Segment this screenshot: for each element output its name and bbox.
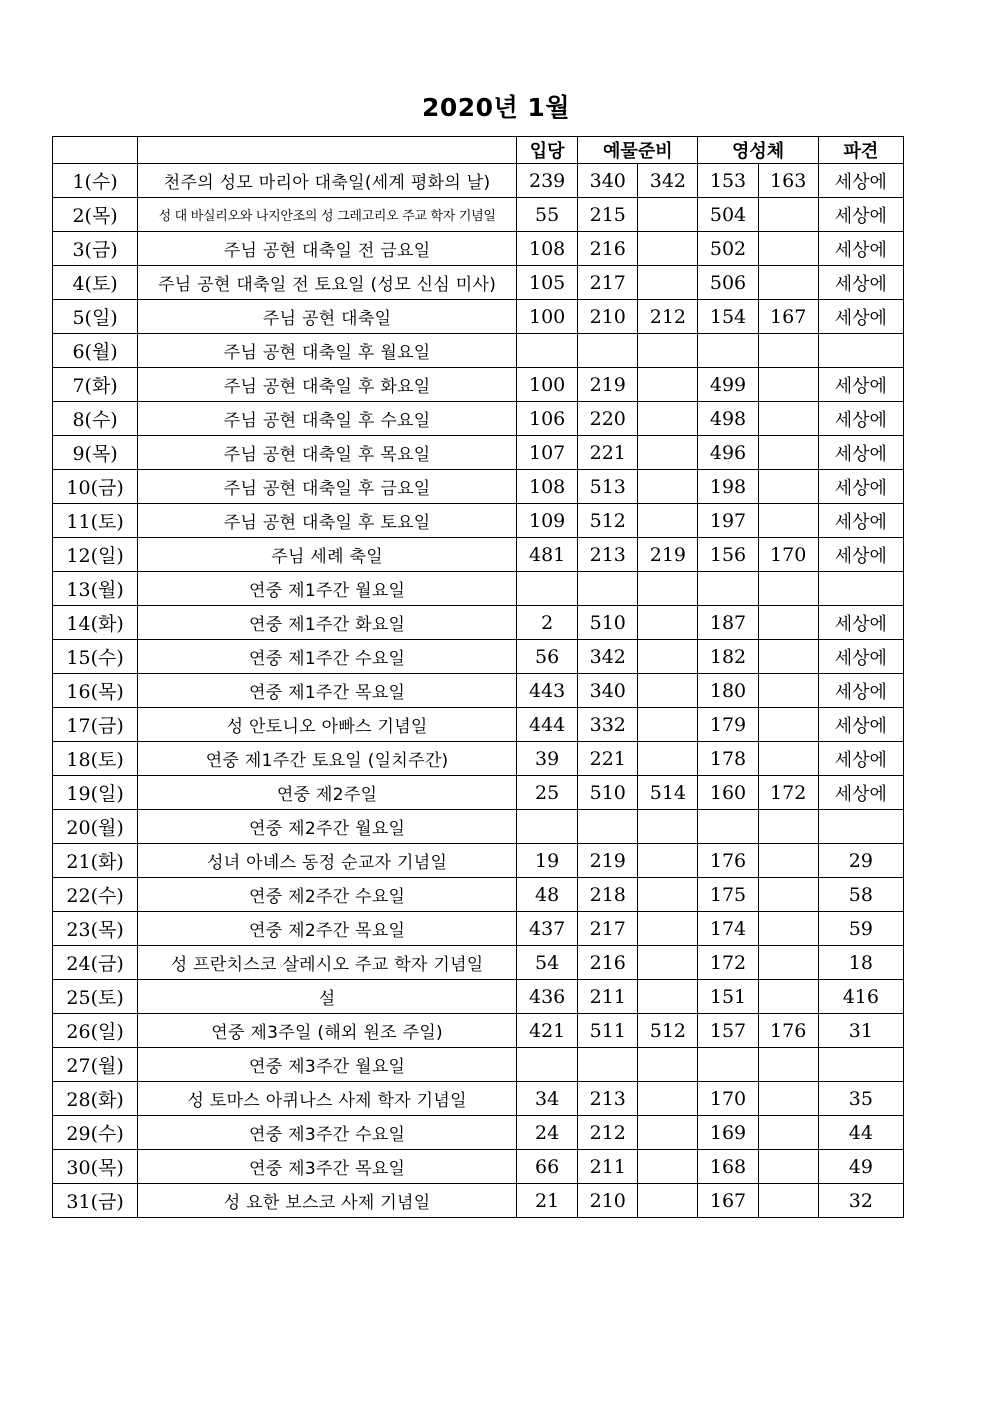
date-cell: 21(화)	[53, 844, 138, 878]
date-cell: 22(수)	[53, 878, 138, 912]
offertory-hymn-alt-cell	[638, 1150, 698, 1184]
offertory-hymn-cell: 221	[578, 436, 638, 470]
offertory-hymn-cell: 513	[578, 470, 638, 504]
sending-hymn-cell: 58	[818, 878, 903, 912]
offertory-hymn-cell: 510	[578, 606, 638, 640]
header-entrance: 입당	[517, 137, 578, 164]
date-cell: 27(월)	[53, 1048, 138, 1082]
offertory-hymn-alt-cell	[638, 1082, 698, 1116]
feast-cell: 주님 공현 대축일 전 금요일	[138, 232, 517, 266]
communion-hymn-cell: 172	[698, 946, 758, 980]
sending-hymn-cell: 세상에	[818, 742, 903, 776]
date-cell: 11(토)	[53, 504, 138, 538]
communion-hymn-cell: 170	[698, 1082, 758, 1116]
communion-hymn-cell: 197	[698, 504, 758, 538]
communion-hymn-cell: 174	[698, 912, 758, 946]
feast-cell: 연중 제2주간 수요일	[138, 878, 517, 912]
header-communion: 영성체	[698, 137, 818, 164]
date-cell: 3(금)	[53, 232, 138, 266]
table-row	[53, 1082, 904, 1116]
entrance-hymn-cell: 436	[517, 980, 578, 1014]
feast-cell: 주님 공현 대축일 후 월요일	[138, 334, 517, 368]
date-cell: 1(수)	[53, 164, 138, 198]
communion-hymn-cell: 198	[698, 470, 758, 504]
offertory-hymn-alt-cell	[638, 198, 698, 232]
feast-cell: 성 프란치스코 살레시오 주교 학자 기념일	[138, 946, 517, 980]
entrance-hymn-cell: 444	[517, 708, 578, 742]
offertory-hymn-cell: 217	[578, 912, 638, 946]
communion-hymn-cell: 178	[698, 742, 758, 776]
communion-hymn-cell: 154	[698, 300, 758, 334]
sending-hymn-cell: 31	[818, 1014, 903, 1048]
table-row	[53, 606, 904, 640]
communion-hymn-alt-cell	[758, 708, 818, 742]
communion-hymn-alt-cell	[758, 980, 818, 1014]
feast-cell: 천주의 성모 마리아 대축일(세계 평화의 날)	[138, 164, 517, 198]
entrance-hymn-cell: 106	[517, 402, 578, 436]
sending-hymn-cell: 세상에	[818, 198, 903, 232]
date-cell: 24(금)	[53, 946, 138, 980]
offertory-hymn-alt-cell	[638, 640, 698, 674]
sending-hymn-cell: 세상에	[818, 504, 903, 538]
communion-hymn-alt-cell	[758, 1116, 818, 1150]
entrance-hymn-cell: 105	[517, 266, 578, 300]
communion-hymn-cell: 168	[698, 1150, 758, 1184]
table-row	[53, 368, 904, 402]
offertory-hymn-cell: 219	[578, 368, 638, 402]
date-cell: 31(금)	[53, 1184, 138, 1218]
offertory-hymn-cell: 215	[578, 198, 638, 232]
entrance-hymn-cell: 24	[517, 1116, 578, 1150]
feast-cell: 연중 제2주간 목요일	[138, 912, 517, 946]
header-row	[53, 137, 904, 164]
offertory-hymn-cell	[578, 1048, 638, 1082]
communion-hymn-alt-cell: 167	[758, 300, 818, 334]
offertory-hymn-alt-cell	[638, 504, 698, 538]
table-row	[53, 1184, 904, 1218]
table-row	[53, 844, 904, 878]
communion-hymn-cell: 182	[698, 640, 758, 674]
offertory-hymn-cell: 210	[578, 300, 638, 334]
table-row	[53, 504, 904, 538]
sending-hymn-cell: 49	[818, 1150, 903, 1184]
communion-hymn-cell: 151	[698, 980, 758, 1014]
sending-hymn-cell: 세상에	[818, 232, 903, 266]
date-cell: 7(화)	[53, 368, 138, 402]
feast-cell: 성 안토니오 아빠스 기념일	[138, 708, 517, 742]
entrance-hymn-cell	[517, 810, 578, 844]
communion-hymn-alt-cell	[758, 844, 818, 878]
entrance-hymn-cell: 21	[517, 1184, 578, 1218]
sending-hymn-cell: 29	[818, 844, 903, 878]
communion-hymn-alt-cell: 172	[758, 776, 818, 810]
feast-cell: 주님 세례 축일	[138, 538, 517, 572]
feast-cell: 성 토마스 아퀴나스 사제 학자 기념일	[138, 1082, 517, 1116]
date-cell: 25(토)	[53, 980, 138, 1014]
feast-cell: 연중 제3주간 목요일	[138, 1150, 517, 1184]
offertory-hymn-alt-cell	[638, 674, 698, 708]
table-row	[53, 878, 904, 912]
offertory-hymn-alt-cell	[638, 810, 698, 844]
date-cell: 9(목)	[53, 436, 138, 470]
offertory-hymn-alt-cell	[638, 368, 698, 402]
feast-cell: 연중 제2주일	[138, 776, 517, 810]
offertory-hymn-cell: 216	[578, 232, 638, 266]
table-row	[53, 164, 904, 198]
communion-hymn-cell: 176	[698, 844, 758, 878]
table-row	[53, 776, 904, 810]
date-cell: 5(일)	[53, 300, 138, 334]
date-cell: 18(토)	[53, 742, 138, 776]
offertory-hymn-alt-cell	[638, 980, 698, 1014]
communion-hymn-cell: 175	[698, 878, 758, 912]
offertory-hymn-alt-cell	[638, 708, 698, 742]
entrance-hymn-cell: 55	[517, 198, 578, 232]
offertory-hymn-alt-cell: 219	[638, 538, 698, 572]
offertory-hymn-cell: 511	[578, 1014, 638, 1048]
table-row	[53, 300, 904, 334]
date-cell: 6(월)	[53, 334, 138, 368]
feast-cell: 성 대 바실리오와 나지안조의 성 그레고리오 주교 학자 기념일	[138, 198, 517, 232]
communion-hymn-alt-cell: 170	[758, 538, 818, 572]
table-row	[53, 470, 904, 504]
offertory-hymn-alt-cell	[638, 742, 698, 776]
communion-hymn-alt-cell	[758, 334, 818, 368]
offertory-hymn-alt-cell	[638, 402, 698, 436]
sending-hymn-cell: 세상에	[818, 708, 903, 742]
table-row	[53, 1116, 904, 1150]
entrance-hymn-cell: 108	[517, 470, 578, 504]
entrance-hymn-cell: 25	[517, 776, 578, 810]
sending-hymn-cell	[818, 1048, 903, 1082]
feast-cell: 연중 제1주간 수요일	[138, 640, 517, 674]
feast-cell: 연중 제1주간 토요일 (일치주간)	[138, 742, 517, 776]
communion-hymn-cell: 187	[698, 606, 758, 640]
feast-cell: 연중 제3주간 수요일	[138, 1116, 517, 1150]
table-row	[53, 810, 904, 844]
sending-hymn-cell: 세상에	[818, 300, 903, 334]
communion-hymn-alt-cell	[758, 198, 818, 232]
entrance-hymn-cell: 107	[517, 436, 578, 470]
communion-hymn-alt-cell	[758, 436, 818, 470]
communion-hymn-alt-cell	[758, 606, 818, 640]
date-cell: 16(목)	[53, 674, 138, 708]
offertory-hymn-cell	[578, 572, 638, 606]
sending-hymn-cell: 32	[818, 1184, 903, 1218]
feast-cell: 주님 공현 대축일 후 토요일	[138, 504, 517, 538]
header-sending: 파견	[818, 137, 903, 164]
date-cell: 26(일)	[53, 1014, 138, 1048]
offertory-hymn-cell: 340	[578, 164, 638, 198]
offertory-hymn-alt-cell	[638, 266, 698, 300]
communion-hymn-cell: 498	[698, 402, 758, 436]
communion-hymn-cell: 157	[698, 1014, 758, 1048]
communion-hymn-alt-cell: 176	[758, 1014, 818, 1048]
table-row	[53, 708, 904, 742]
offertory-hymn-alt-cell: 212	[638, 300, 698, 334]
offertory-hymn-alt-cell	[638, 1184, 698, 1218]
communion-hymn-alt-cell	[758, 742, 818, 776]
feast-cell: 주님 공현 대축일 후 목요일	[138, 436, 517, 470]
offertory-hymn-cell: 211	[578, 1150, 638, 1184]
communion-hymn-cell	[698, 572, 758, 606]
communion-hymn-cell	[698, 334, 758, 368]
communion-hymn-alt-cell	[758, 912, 818, 946]
sending-hymn-cell	[818, 810, 903, 844]
date-cell: 23(목)	[53, 912, 138, 946]
offertory-hymn-cell: 340	[578, 674, 638, 708]
entrance-hymn-cell: 2	[517, 606, 578, 640]
offertory-hymn-alt-cell	[638, 844, 698, 878]
communion-hymn-alt-cell	[758, 640, 818, 674]
communion-hymn-alt-cell	[758, 402, 818, 436]
offertory-hymn-alt-cell	[638, 436, 698, 470]
entrance-hymn-cell: 100	[517, 300, 578, 334]
entrance-hymn-cell: 481	[517, 538, 578, 572]
communion-hymn-cell: 502	[698, 232, 758, 266]
communion-hymn-alt-cell	[758, 1150, 818, 1184]
offertory-hymn-cell: 213	[578, 1082, 638, 1116]
communion-hymn-cell: 156	[698, 538, 758, 572]
communion-hymn-cell: 167	[698, 1184, 758, 1218]
sending-hymn-cell	[818, 572, 903, 606]
communion-hymn-alt-cell	[758, 878, 818, 912]
communion-hymn-cell: 506	[698, 266, 758, 300]
sending-hymn-cell: 세상에	[818, 538, 903, 572]
date-cell: 30(목)	[53, 1150, 138, 1184]
offertory-hymn-alt-cell	[638, 470, 698, 504]
sending-hymn-cell: 35	[818, 1082, 903, 1116]
header-date	[53, 137, 138, 164]
feast-cell: 연중 제3주간 월요일	[138, 1048, 517, 1082]
feast-cell: 주님 공현 대축일 후 금요일	[138, 470, 517, 504]
sending-hymn-cell: 세상에	[818, 606, 903, 640]
sending-hymn-cell	[818, 334, 903, 368]
offertory-hymn-cell: 218	[578, 878, 638, 912]
communion-hymn-alt-cell	[758, 674, 818, 708]
sending-hymn-cell: 세상에	[818, 436, 903, 470]
entrance-hymn-cell: 108	[517, 232, 578, 266]
offertory-hymn-alt-cell: 342	[638, 164, 698, 198]
header-offertory: 예물준비	[578, 137, 698, 164]
table-body	[53, 164, 904, 1218]
offertory-hymn-cell: 220	[578, 402, 638, 436]
entrance-hymn-cell: 19	[517, 844, 578, 878]
feast-cell: 연중 제1주간 화요일	[138, 606, 517, 640]
communion-hymn-alt-cell	[758, 572, 818, 606]
communion-hymn-alt-cell	[758, 368, 818, 402]
offertory-hymn-cell	[578, 810, 638, 844]
offertory-hymn-alt-cell	[638, 1116, 698, 1150]
feast-cell: 주님 공현 대축일 후 수요일	[138, 402, 517, 436]
date-cell: 14(화)	[53, 606, 138, 640]
communion-hymn-cell: 496	[698, 436, 758, 470]
table-row	[53, 640, 904, 674]
offertory-hymn-cell: 332	[578, 708, 638, 742]
communion-hymn-cell: 160	[698, 776, 758, 810]
communion-hymn-alt-cell	[758, 266, 818, 300]
table-row	[53, 980, 904, 1014]
offertory-hymn-alt-cell	[638, 606, 698, 640]
entrance-hymn-cell: 48	[517, 878, 578, 912]
offertory-hymn-alt-cell	[638, 912, 698, 946]
sending-hymn-cell: 416	[818, 980, 903, 1014]
communion-hymn-alt-cell	[758, 1184, 818, 1218]
offertory-hymn-alt-cell: 514	[638, 776, 698, 810]
date-cell: 17(금)	[53, 708, 138, 742]
feast-cell: 주님 공현 대축일 후 화요일	[138, 368, 517, 402]
table-row	[53, 742, 904, 776]
communion-hymn-cell: 180	[698, 674, 758, 708]
table-row	[53, 1048, 904, 1082]
communion-hymn-alt-cell	[758, 1048, 818, 1082]
entrance-hymn-cell	[517, 572, 578, 606]
date-cell: 13(월)	[53, 572, 138, 606]
entrance-hymn-cell: 100	[517, 368, 578, 402]
sending-hymn-cell: 세상에	[818, 674, 903, 708]
communion-hymn-cell: 504	[698, 198, 758, 232]
communion-hymn-alt-cell	[758, 1082, 818, 1116]
offertory-hymn-cell	[578, 334, 638, 368]
sending-hymn-cell: 세상에	[818, 266, 903, 300]
feast-cell: 연중 제3주일 (해외 원조 주일)	[138, 1014, 517, 1048]
feast-cell: 연중 제1주간 월요일	[138, 572, 517, 606]
table-row	[53, 266, 904, 300]
offertory-hymn-cell: 213	[578, 538, 638, 572]
date-cell: 2(목)	[53, 198, 138, 232]
feast-cell: 성 요한 보스코 사제 기념일	[138, 1184, 517, 1218]
communion-hymn-cell: 179	[698, 708, 758, 742]
entrance-hymn-cell: 56	[517, 640, 578, 674]
offertory-hymn-cell: 210	[578, 1184, 638, 1218]
entrance-hymn-cell: 421	[517, 1014, 578, 1048]
date-cell: 10(금)	[53, 470, 138, 504]
feast-cell: 주님 공현 대축일 전 토요일 (성모 신심 미사)	[138, 266, 517, 300]
feast-cell: 성녀 아녜스 동정 순교자 기념일	[138, 844, 517, 878]
table-row	[53, 436, 904, 470]
offertory-hymn-cell: 221	[578, 742, 638, 776]
table-row	[53, 572, 904, 606]
table-row	[53, 232, 904, 266]
sending-hymn-cell: 세상에	[818, 402, 903, 436]
communion-hymn-alt-cell	[758, 504, 818, 538]
offertory-hymn-cell: 212	[578, 1116, 638, 1150]
sending-hymn-cell: 18	[818, 946, 903, 980]
entrance-hymn-cell: 39	[517, 742, 578, 776]
date-cell: 28(화)	[53, 1082, 138, 1116]
table-row	[53, 334, 904, 368]
date-cell: 4(토)	[53, 266, 138, 300]
feast-cell: 연중 제1주간 목요일	[138, 674, 517, 708]
communion-hymn-alt-cell	[758, 470, 818, 504]
sending-hymn-cell: 세상에	[818, 368, 903, 402]
table-row	[53, 1150, 904, 1184]
sending-hymn-cell: 세상에	[818, 640, 903, 674]
communion-hymn-cell: 169	[698, 1116, 758, 1150]
communion-hymn-cell	[698, 810, 758, 844]
table-header	[53, 137, 904, 164]
date-cell: 8(수)	[53, 402, 138, 436]
table-row	[53, 538, 904, 572]
date-cell: 20(월)	[53, 810, 138, 844]
feast-cell: 주님 공현 대축일	[138, 300, 517, 334]
entrance-hymn-cell: 54	[517, 946, 578, 980]
date-cell: 29(수)	[53, 1116, 138, 1150]
communion-hymn-cell	[698, 1048, 758, 1082]
entrance-hymn-cell: 34	[517, 1082, 578, 1116]
table-row	[53, 198, 904, 232]
date-cell: 15(수)	[53, 640, 138, 674]
entrance-hymn-cell: 109	[517, 504, 578, 538]
offertory-hymn-cell: 512	[578, 504, 638, 538]
offertory-hymn-alt-cell	[638, 232, 698, 266]
date-cell: 19(일)	[53, 776, 138, 810]
communion-hymn-alt-cell	[758, 810, 818, 844]
offertory-hymn-cell: 342	[578, 640, 638, 674]
communion-hymn-alt-cell	[758, 232, 818, 266]
table-row	[53, 912, 904, 946]
table-row	[53, 1014, 904, 1048]
communion-hymn-cell: 153	[698, 164, 758, 198]
entrance-hymn-cell: 437	[517, 912, 578, 946]
communion-hymn-alt-cell	[758, 946, 818, 980]
offertory-hymn-alt-cell	[638, 878, 698, 912]
entrance-hymn-cell: 66	[517, 1150, 578, 1184]
table-row	[53, 402, 904, 436]
table-row	[53, 946, 904, 980]
feast-cell: 설	[138, 980, 517, 1014]
offertory-hymn-cell: 211	[578, 980, 638, 1014]
offertory-hymn-alt-cell	[638, 572, 698, 606]
offertory-hymn-alt-cell: 512	[638, 1014, 698, 1048]
offertory-hymn-cell: 510	[578, 776, 638, 810]
offertory-hymn-alt-cell	[638, 334, 698, 368]
offertory-hymn-cell: 217	[578, 266, 638, 300]
offertory-hymn-alt-cell	[638, 946, 698, 980]
sending-hymn-cell: 59	[818, 912, 903, 946]
sending-hymn-cell: 세상에	[818, 164, 903, 198]
communion-hymn-cell: 499	[698, 368, 758, 402]
date-cell: 12(일)	[53, 538, 138, 572]
offertory-hymn-cell: 219	[578, 844, 638, 878]
page-title: 2020년 1월	[422, 93, 570, 122]
feast-cell: 연중 제2주간 월요일	[138, 810, 517, 844]
sending-hymn-cell: 세상에	[818, 470, 903, 504]
table-row	[53, 674, 904, 708]
entrance-hymn-cell	[517, 1048, 578, 1082]
sending-hymn-cell: 44	[818, 1116, 903, 1150]
sending-hymn-cell: 세상에	[818, 776, 903, 810]
offertory-hymn-alt-cell	[638, 1048, 698, 1082]
entrance-hymn-cell: 239	[517, 164, 578, 198]
header-feast	[138, 137, 517, 164]
entrance-hymn-cell: 443	[517, 674, 578, 708]
communion-hymn-alt-cell: 163	[758, 164, 818, 198]
entrance-hymn-cell	[517, 334, 578, 368]
offertory-hymn-cell: 216	[578, 946, 638, 980]
hymn-schedule-table	[52, 136, 904, 1218]
